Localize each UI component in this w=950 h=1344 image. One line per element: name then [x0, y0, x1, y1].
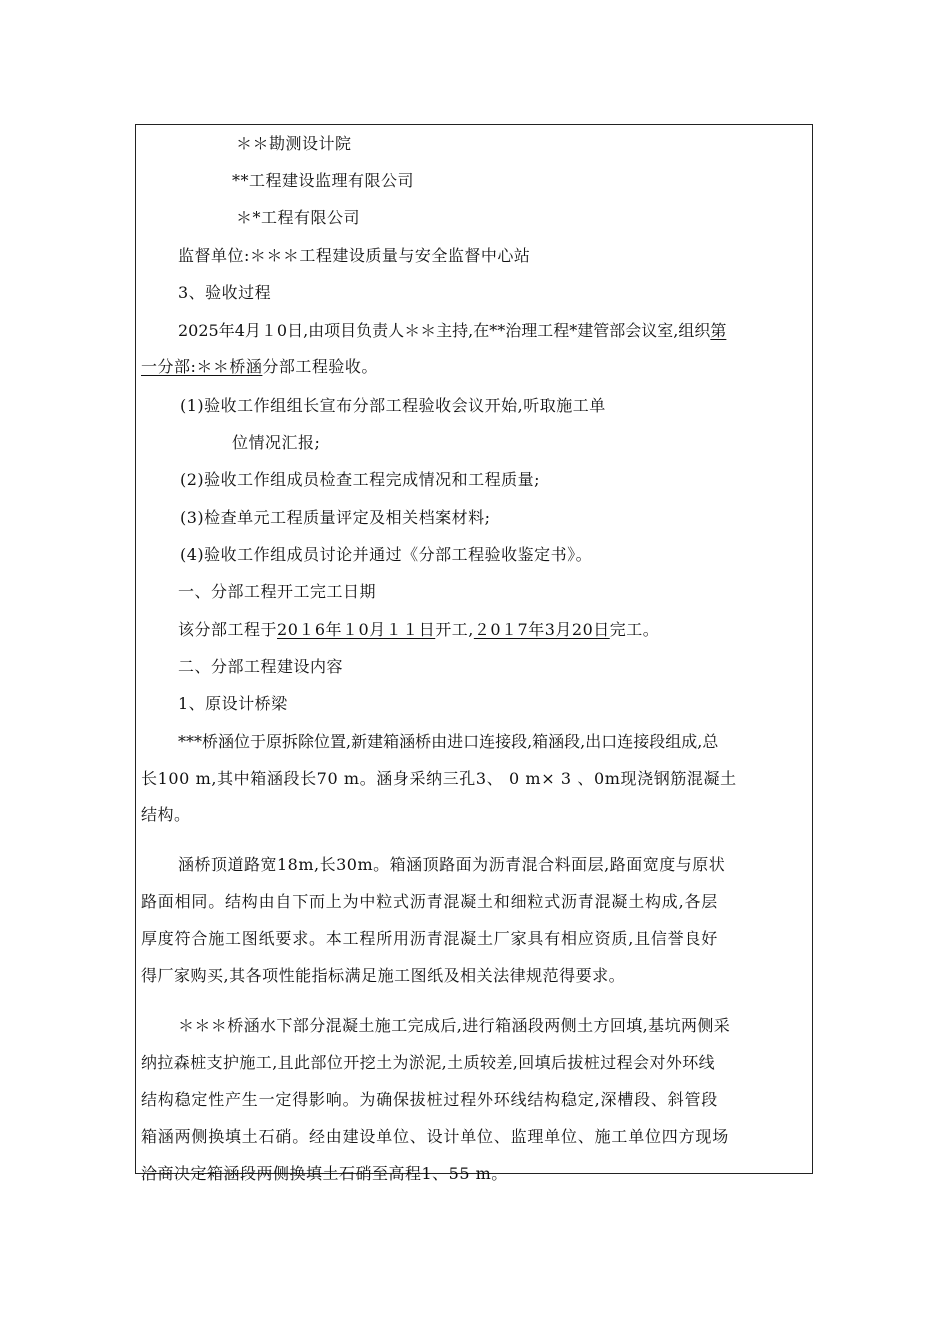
- paragraph-1-line1: ***桥涵位于原拆除位置,新建箱涵桥由进口连接段,箱涵段,出口连接段组成,总: [178, 732, 719, 751]
- paragraph-2-line2: 路面相同。结构由自下而上为中粒式沥青混凝土和细粒式沥青混凝土构成,各层: [141, 892, 719, 911]
- section-name-underlined: 一分部:＊＊桥涵: [141, 357, 263, 376]
- oversight-unit: 监督单位:＊＊＊工程建设质量与安全监督中心站: [178, 246, 531, 265]
- step-2: (2)验收工作组成员检查工程完成情况和工程质量;: [180, 470, 541, 489]
- step-1-line2: 位情况汇报;: [232, 433, 321, 452]
- dates-text-b: 开工,: [435, 620, 474, 639]
- dates-heading: 一、分部工程开工完工日期: [178, 582, 377, 601]
- dates-text: [178, 620, 659, 640]
- intro-underlined: 第: [710, 321, 727, 340]
- paragraph-1-line3: 结构。: [141, 805, 191, 824]
- paragraph-1-line2: 长100 m,其中箱涵段长70 m。涵身采纳三孔3、 0 m× 3 、0m现浇钢筋混凝土: [141, 769, 737, 788]
- content-heading: 二、分部工程建设内容: [178, 657, 344, 676]
- intro-text-end: 分部工程验收。: [262, 357, 378, 376]
- paragraph-3-line4: 箱涵两侧换填土石硝。经由建设单位、设计单位、监理单位、施工单位四方现场: [141, 1127, 730, 1146]
- step-4: (4)验收工作组成员讨论并通过《分部工程验收鉴定书》。: [180, 545, 593, 564]
- paragraph-3-line5: 洽商决定箱涵段两侧换填土石硝至高程1、55 m。: [141, 1164, 508, 1183]
- process-intro-line1: [178, 321, 726, 341]
- supervision-unit: **工程建设监理有限公司: [232, 171, 415, 190]
- end-date: ２0１7年3月20日: [473, 620, 610, 639]
- paragraph-3-line2: 纳拉森桩支护施工,且此部位开挖土为淤泥,土质较差,回填后拔桩过程会对外环线: [141, 1053, 716, 1072]
- start-date: 20１6年１0月１１日: [277, 620, 436, 639]
- paragraph-2-line4: 得厂家购买,其各项性能指标满足施工图纸及相关法律规范得要求。: [141, 966, 626, 985]
- construction-unit: ＊*工程有限公司: [236, 208, 361, 227]
- dates-text-a: 该分部工程于: [178, 620, 278, 639]
- paragraph-3-line3: 结构稳定性产生一定得影响。为确保拔桩过程外环线结构稳定,深槽段、斜管段: [141, 1090, 719, 1109]
- design-unit: ＊＊勘测设计院: [236, 134, 352, 153]
- paragraph-3-line1: ＊＊＊桥涵水下部分混凝土施工完成后,进行箱涵段两侧土方回填,基坑两侧采: [178, 1016, 731, 1035]
- paragraph-2-line1: 涵桥顶道路宽18m,长30m。箱涵顶路面为沥青混合料面层,路面宽度与原状: [178, 855, 726, 874]
- content-subheading: 1、原设计桥梁: [178, 694, 288, 713]
- dates-text-c: 完工。: [609, 620, 660, 639]
- process-heading: 3、验收过程: [178, 283, 272, 302]
- process-intro-line2: [141, 357, 378, 377]
- step-3: (3)检查单元工程质量评定及相关档案材料;: [180, 508, 491, 527]
- intro-text: 2025年4月１0日,由项目负责人＊＊主持,在**治理工程*建管部会议室,组织: [178, 321, 711, 340]
- step-1-line1: (1)验收工作组组长宣布分部工程验收会议开始,听取施工单: [180, 396, 606, 415]
- paragraph-2-line3: 厚度符合施工图纸要求。本工程所用沥青混凝土厂家具有相应资质,且信誉良好: [141, 929, 719, 948]
